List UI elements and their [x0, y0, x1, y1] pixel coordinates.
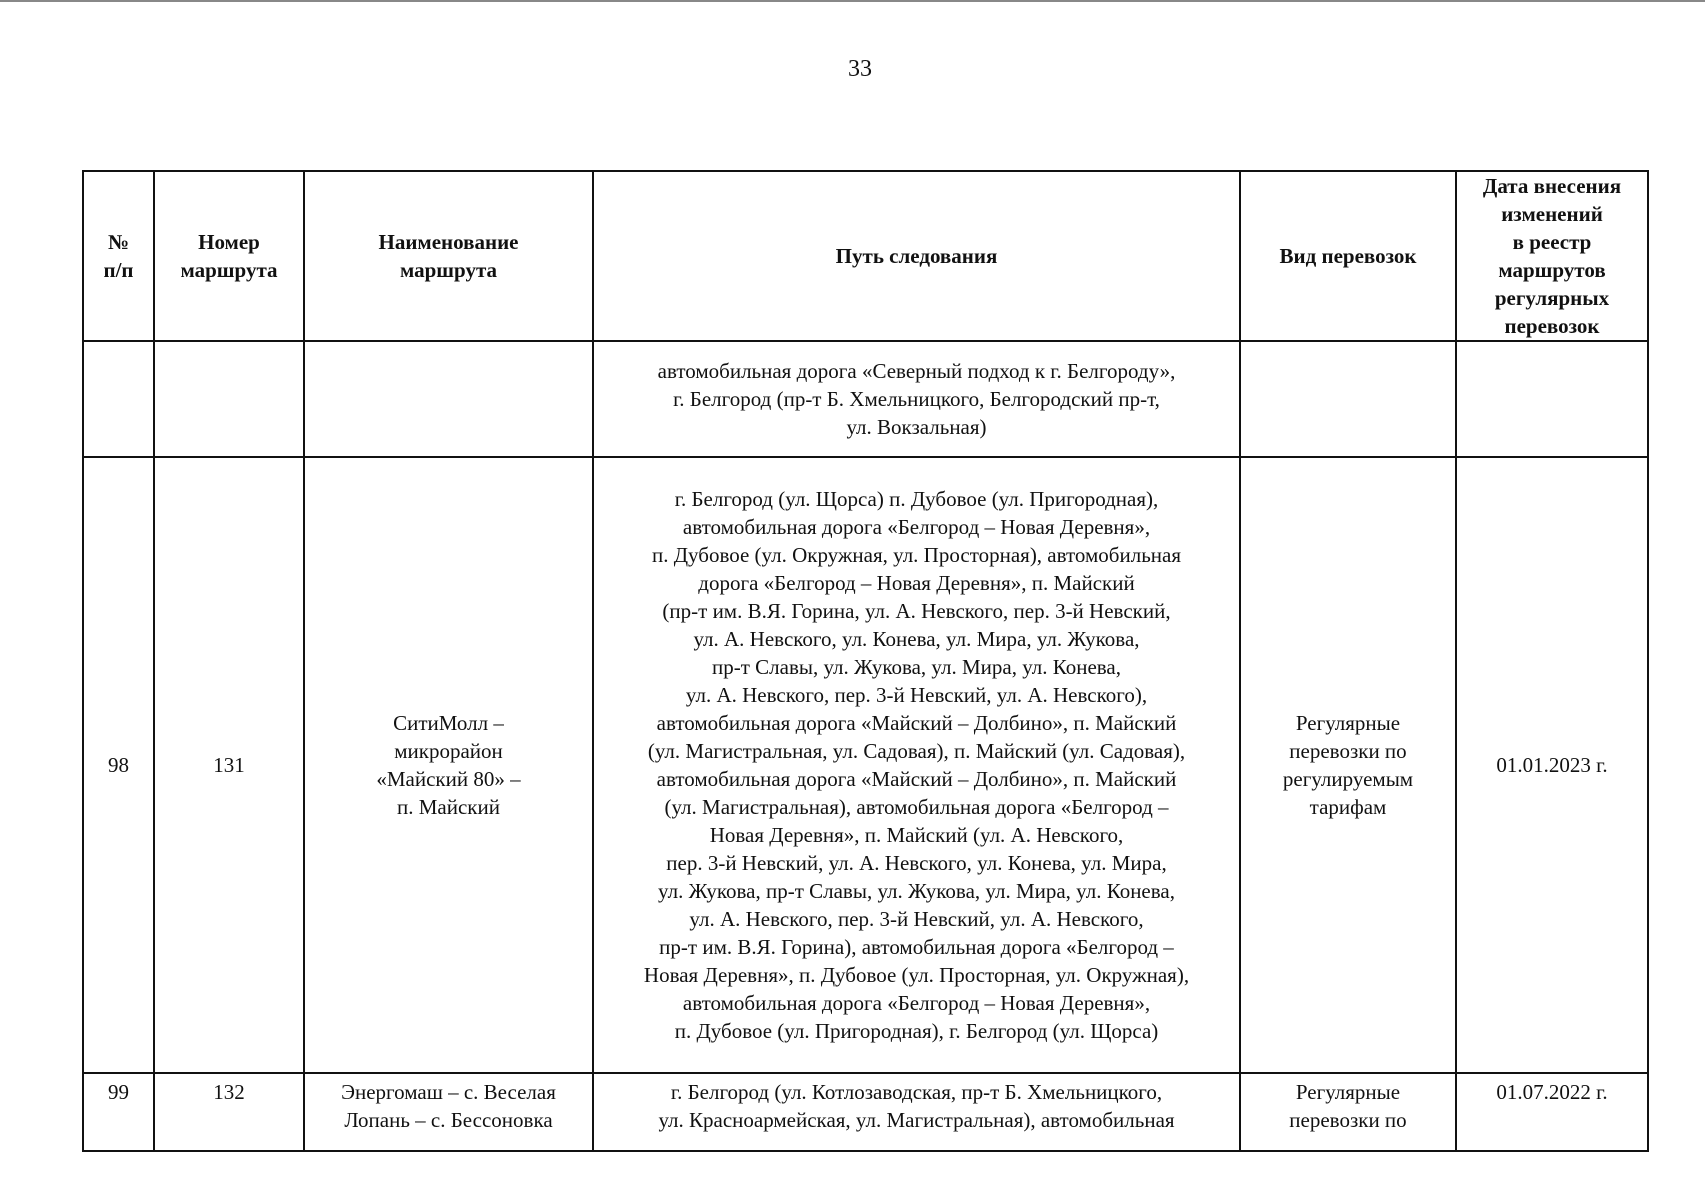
- table-row: [83, 341, 1648, 457]
- cell-route-name: Энергомаш – с. Веселая Лопань – с. Бессоновка: [304, 1073, 593, 1151]
- cell-path: г. Белгород (ул. Щорса) п. Дубовое (ул. Пригородная), автомобильная дорога «Белгород – Новая Деревня», п. Дубовое (ул. Окружная, ул. Просторная), автомобильная дорога «Белгород – Новая Деревня», п. Майский (пр-т им. В.Я. Горина, ул. А. Невского, пер. 3-й Невский, ул. А. Невского, ул. Конева, ул. Мира, ул. Жукова, пр-т Славы, ул. Жукова, ул. Мира, ул. Конева, ул. А. Невского, пер. 3-й Невский, ул. А. Невского), автомобильная дорога «Майский – Долбино», п. Майский (ул. Магистральная, ул. Садовая), п. Майский (ул. Садовая), автомобильная дорога «Майский – Долбино», п. Майский (ул. Магистральная), автомобильная дорога «Белгород – Новая Деревня», п. Майский (ул. А. Невского, пер. 3-й Невский, ул. А. Невского, ул. Конева, ул. Мира, ул. Жукова, пр-т Славы, ул. Жукова, ул. Мира, ул. Конева, ул. А. Невского, пер. 3-й Невский, ул. А. Невского, пр-т им. В.Я. Горина), автомобильная дорога «Белгород – Новая Деревня», п. Дубовое (ул. Просторная, ул. Окружная), автомобильная дорога «Белгород – Новая Деревня», п. Дубовое (ул. Пригородная), г. Белгород (ул. Щорса): [593, 457, 1240, 1073]
- page-number: 33: [848, 56, 872, 82]
- cell-transport-type: Регулярные перевозки по: [1240, 1073, 1456, 1151]
- header-num: № п/п: [83, 171, 154, 341]
- header-transport-type: Вид перевозок: [1240, 171, 1456, 341]
- cell-route-number: [154, 341, 304, 457]
- header-route-number: Номер маршрута: [154, 171, 304, 341]
- cell-path: г. Белгород (ул. Котлозаводская, пр-т Б. Хмельницкого, ул. Красноармейская, ул. Магистральная), автомобильная: [593, 1073, 1240, 1151]
- cell-change-date: 01.07.2022 г.: [1456, 1073, 1648, 1151]
- cell-num: [83, 341, 154, 457]
- cell-route-name: СитиМолл – микрорайон «Майский 80» – п. Майский: [304, 457, 593, 1073]
- table-row: [83, 1073, 1648, 1151]
- cell-route-number: 131: [154, 457, 304, 1073]
- cell-change-date: [1456, 341, 1648, 457]
- cell-num: 98: [83, 457, 154, 1073]
- header-route-name: Наименование маршрута: [304, 171, 593, 341]
- cell-route-name: [304, 341, 593, 457]
- cell-transport-type: [1240, 341, 1456, 457]
- cell-transport-type: Регулярные перевозки по регулируемым тарифам: [1240, 457, 1456, 1073]
- header-path: Путь следования: [593, 171, 1240, 341]
- table-row: [83, 457, 1648, 1073]
- cell-change-date: 01.01.2023 г.: [1456, 457, 1648, 1073]
- table-header-row: [83, 171, 1648, 341]
- cell-route-number: 132: [154, 1073, 304, 1151]
- cell-num: 99: [83, 1073, 154, 1151]
- routes-table: [82, 170, 1649, 1152]
- cell-path: автомобильная дорога «Северный подход к г. Белгороду», г. Белгород (пр-т Б. Хмельницкого, Белгородский пр-т, ул. Вокзальная): [593, 341, 1240, 457]
- header-change-date: Дата внесения изменений в реестр маршрутов регулярных перевозок: [1456, 171, 1648, 341]
- page-top-edge: [0, 0, 1705, 2]
